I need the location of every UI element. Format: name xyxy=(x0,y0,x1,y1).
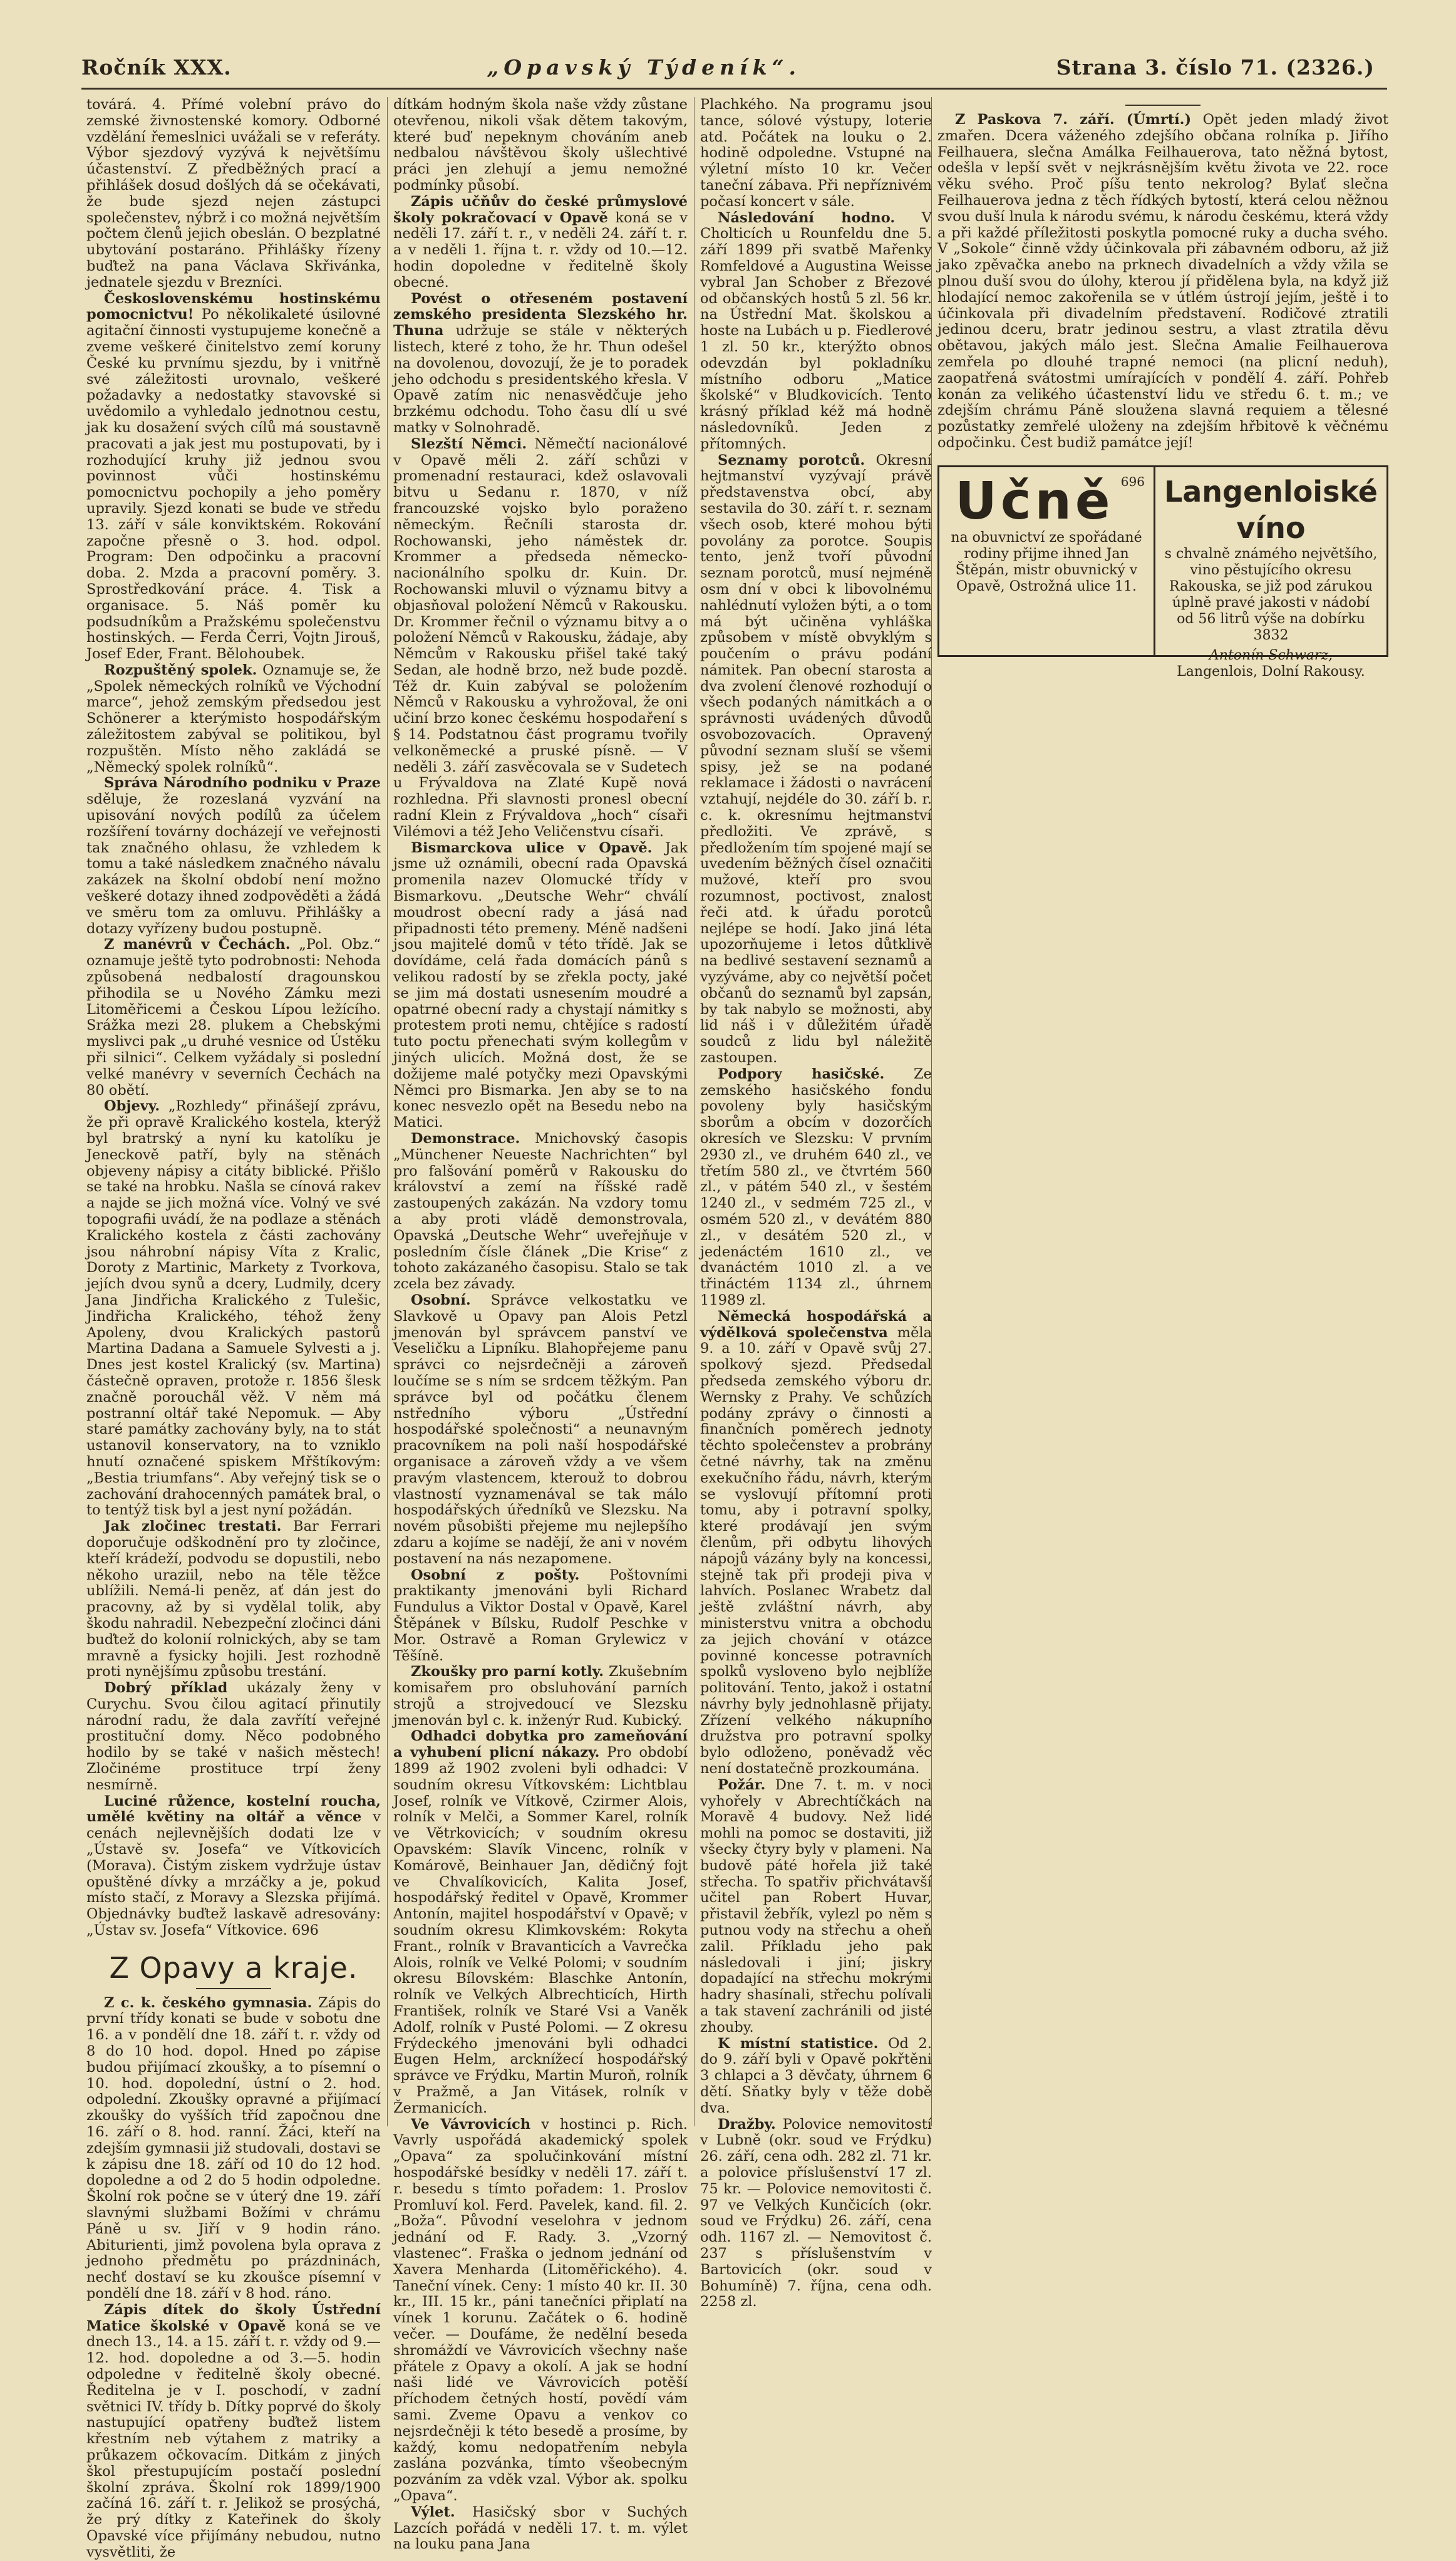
article-paragraph xyxy=(393,2505,688,2553)
article-paragraph xyxy=(393,2117,688,2505)
article-heading: Následování hodno. xyxy=(718,209,896,226)
article-heading: Slezští Němci. xyxy=(411,435,527,452)
article-text: Jak jsme už oznámili, obecní rada Opavská promenila nazev Olomucké třídy v Bismarkovu. „Deutsche Wehr“ chválí moudrost obecní rady a jásá nad připadnosti této premeny. Méně nadšeni jsou majitelé domů v této třídě. Jak se dovídáme, celá řada domácích pánů s velikou radostí by se zřekla pocty, jaké se jim má dostati usnesením moudré a opatrné obecní rady a chystají námitky s protestem proti nemu, chtějíce s radostí tuto poctu přenechati svým kollegům v jiných ulicích. Možná dost, že se dožijeme malé potyčky mezi Opavskými Němci pro Bismarka. Jen aby se to na konec nesvezlo opět na Besedu nebo na Matici. xyxy=(393,839,688,1131)
article-paragraph xyxy=(700,1309,932,1777)
article-paragraph xyxy=(393,291,688,437)
article-text: ukázaly ženy v Curychu. Svou čilou agitací přinutily národní radu, že dala zavřítí veřejné prostituční domy. Něco podobného hodilo by se také v našich městech! Zločinéme prostituce trpí ženy nesmírně. xyxy=(86,1680,381,1793)
ad-signature: Antonín Schwarz, xyxy=(1209,647,1333,663)
ad-wine xyxy=(1155,467,1386,680)
section-divider xyxy=(196,1988,271,1989)
article-text: Polovice nemovitostí v Lubně (okr. soud ve Frýdku) 26. září, cena odh. 282 zl. 71 kr. a polovice příslušenství 17 zl. 75 kr. — Polovice nemovitosti č. 97 ve Velkých Kunčicích (okr. soud ve Frýdku) 26. září, cena odh. 1167 zl. — Nemovitost č. 237 s příslušenstvím v Bartovicích (okr. soud v Bohumíně) 7. října, cena odh. 2258 zl. xyxy=(700,2116,932,2310)
article-text: udržuje se stále v některých listech, které z toho, že hr. Thun odešel na dovolenou, dovozují, že je to poradek jeho odchodu s presidentského křesla. V Opavě zatím nic nenasvědčuje jeho brzkému odchodu. Toho času dlí u své matky v Solnohradě. xyxy=(393,323,688,436)
article-paragraph xyxy=(86,1680,381,1794)
article-paragraph xyxy=(393,97,688,194)
page-number: Strana 3. číslo 71. (2326.) xyxy=(1056,55,1375,80)
article-heading: Podpory hasičské. xyxy=(718,1065,885,1082)
article-text: Zkušebním komisařem pro obsluhování parních strojů a strojvedoucí ve Slezsku jmenován byl c. k. inženýr Rud. Kubický. xyxy=(393,1663,688,1729)
ad-number: 696 xyxy=(1120,473,1145,489)
article-heading: Odhadci dobytka pro zameňování a vyhubení plicní nákazy. xyxy=(393,1728,688,1761)
ad-text: s chvalně známého největšího, vino pěstujícího okresu Rakouska, se již pod zárukou úplně pravé jakosti v nádobí od 56 litrů výše na dobírku xyxy=(1164,546,1378,627)
article-text: v cenách nejlevnějších dodati lze v „Ústavě sv. Josefa“ ve Vítkovicích (Morava). Čistým ziskem vydržuje ústav opuštěné dívky a mrzáčky a je, pokud místo stačí, z Moravy a Slezska přijímá. Objednávky buďtež laskavě adresovány: „Ústav sv. Josefa“ Vítkovice. 696 xyxy=(86,1809,381,1939)
column-3 xyxy=(700,96,932,2310)
article-paragraph xyxy=(393,841,688,1131)
article-text: „Rozhledy“ přinášejí zprávu, že při opravě Kralického kostela, kterýž byl bratrský a nyní ku katolíku je Jeneckově patří, byly na stěnách objeveny nápisy a citáty biblické. Přišlo se také na hrobku. Našla se cínová rakev a najde se jich možná více. Volný ve své topografii uvádí, že na podlaze a stěnách Kralického kostela z části zachovány jsou náhrobní nápisy Víta z Kralic, Doroty z Martinic, Markety z Tvorkova, jejích dvou synů a dcery, Ludmily, dcery Jana Jindřicha Kralického z Tulešic, Jindřicha Kralického, téhož ženy Apoleny, dvou Kralických pastorů Martina Dadana a Samuele Sylvesti a j. Dnes jest kostel Kralický (sv. Martina) částečně opraven, protože r. 1856 šlesk značně poroucha̋l věž. V něm má postranní oltář také Nepomuk. — Aby staré památky zachovány byly, na to stát ustanovil konservatory, na to vzniklo hnutí označené spiskem Mřštíkovým: „Bestia triumfans“. Aby veřejný tisk se o zachování drahocenných památek bral, o to tentýž tisk byl a jest nyní požádán. xyxy=(86,1098,381,1519)
article-text: Oznamuje se, že „Spolek německých rolníků ve Východní marce“, jehož zemským předsedou jest Schönerer a kterýmisto hospodářským záležitostem zabýval se politikou, byl rozpuštěn. Místo něho zakládá se „Německý spolek rolníků“. xyxy=(86,661,381,775)
article-paragraph xyxy=(700,2036,932,2117)
article-paragraph xyxy=(86,97,381,291)
article-heading: Z c. k. českého gymnasia. xyxy=(104,1994,312,2011)
article-heading: Výlet. xyxy=(411,2503,455,2520)
article-heading: Z manévrů v Čechách. xyxy=(104,936,291,953)
article-paragraph xyxy=(86,1995,381,2302)
article-text: dítkám hodným škola naše vždy zůstane otevřenou, nikoli však dětem takovým, které buď nepeknym chováním aneb nedbalou návštěvou školy ušlechtivé práci jen zlehují a jemu nemožné podmínky působí. xyxy=(393,96,688,194)
volume-label: Ročník XXX. xyxy=(81,55,232,80)
article-paragraph xyxy=(86,2302,381,2561)
article-heading: Demonstrace. xyxy=(411,1130,520,1147)
article-text: Poštovními praktikanty jmenováni byli Richard Fundulus a Viktor Dostal v Opavě, Karel Štěpánek v Bílsku, Rudolf Peschke v Mor. Ostravě a Roman Grylewicz v Těšíně. xyxy=(393,1566,688,1664)
article-paragraph xyxy=(393,1568,688,1665)
article-paragraph xyxy=(393,1293,688,1568)
column-1 xyxy=(86,96,381,2560)
article-paragraph xyxy=(86,775,381,937)
advertisement-block xyxy=(937,465,1388,680)
article-paragraph xyxy=(86,1519,381,1680)
article-heading: Z Paskova 7. září. (Úmrtí.) xyxy=(955,111,1192,128)
article-heading: Osobní. xyxy=(411,1291,471,1308)
article-heading: Správa Národního podniku v Praze xyxy=(104,775,381,792)
article-heading: Objevy. xyxy=(104,1098,160,1115)
article-text: Bar Ferrari doporučuje odškodnění pro ty zločince, kteří krádeží, podvodu se dopustili, nebo někoho uraziil, nebo na těle těžce ublížili. Nemá-li peněz, ať dán jest do pracovny, až by si vydělal tolik, aby škodu nahradil. Nebezpeční zločinci dáni buďtež do kolonií rolnických, aby se tam mravně a fysicky hojili. Jest rozhodně proti nynějšímu způsobu trestání. xyxy=(86,1518,381,1680)
article-paragraph xyxy=(393,1664,688,1729)
article-heading: Dobrý příklad xyxy=(104,1680,228,1697)
newspaper-title: „Opavský Týdeník“. xyxy=(487,55,801,80)
article-text: Ze zemského hasičského fondu povoleny byly hasičským sborům a obcím v dozorčích okresích ve Slezsku: V prvním 2930 zl., ve druhém 640 zl., ve třetím 580 zl., ve čtvrtém 560 zl., v pátém 540 zl., v šestém 1240 zl., v sedmém 725 zl., v osmém 520 zl., v devátém 880 zl., v desátém 520 zl., v jedenáctém 1610 zl., ve dvanáctém 1010 zl. a ve třináctém 1134 zl., úhrnem 11989 zl. xyxy=(700,1065,932,1308)
article-text: v hostinci p. Rich. Vavrly uspořádá akademický spolek „Opava“ za spolučinkování místní hospodářské besídky v neděli 17. září t. r. besedu s tímto pořadem: 1. Proslov Promluví kol. Ferd. Pavelek, kand. fil. 2. „Boža“. Původní veselohra v jednom jednání od F. Rady. 3. „Vzorný vlastenec“. Fraška o jednom jednání od Xavera Menharda (Litoměřického). 4. Taneční vínek. Ceny: 1 místo 40 kr. II. 30 kr., III. 15 kr., páni tanečníci připlatí na vínek 1 korunu. Začátek o 6. hodině večer. — Doufáme, že nedělní beseda shromáždí ve Vávrovicích všechny naše přátele z Opavy a okolí. A jak se hodní naši lidé ve Vávrovicích potěší příchodem četných hostí, povědí vám sami. Zveme Opavu a venkov co nejsrdečněji k této besedě a prosíme, by každý, komu nedopatřením nebyla zaslána pozvánka, tímto všeobecným pozváním za vděk vzal. Výbor ak. spolku „Opava“. xyxy=(393,2116,688,2504)
article-heading: Povést o otřeseném postavení zemského presidenta Slezského hr. Thuna xyxy=(393,290,688,339)
article-text: Dne 7. t. m. v noci vyhořely v Abrechtíčkách na Moravě 4 budovy. Než lidé mohli na pomoc se dostaviti, již všecky čtyry byly v plameni. Na budově páté hořela již také střecha. To spatřiv přichvátavší učitel pan Robert Huvar, přistavil žebřík, vylezl po něm s putnou vody na střechu a oheň zalil. Příkladu jeho pak následovali i jiní; jiskry dopadající na střechu mokrými hadry shasínali, střechu polívali a tak stavení zachránili od jisté zhouby. xyxy=(700,1776,932,2036)
article-text: Opět jeden mladý život zmařen. Dcera váženého zdejšího občana rolníka p. Jiřího Feilhauera, slečna Amálka Feilhauerova, tato něžná bytost, odešla v lepší svět v nejkrásnějším květu života ve 22. roce věku svého. Proč píšu tento nekrolog? Bylať slečna Feilhauerova jedna z těch řídkých bytostí, která celou něžnou svou duší lnula k národu svému, k národu českému, která vždy a při každé příležitosti poskytla pomocné ruky a ducha svého. V „Sokole“ činně vždy účinkovala při zábavném odboru, až již jako zpěvačka anebo na prknech divadelních a vždy vžila se plnou duší svou do úlohy, kterou jí přidělena byla, na když již hlodající nemoc zakořenila se v útlém ústrojí jejím, ještě i to účinkovala při divadelním představení. Rodičové ztratili jedinou dceru, bratr jedinou sestru, a vlast ztratila děvu obětavou, jakých málo jest. Slečna Amalie Feilhauerova zemřela po dlouhé trapné nemoci (na plicní neduh), zaopatřená svátostmi umírajících v pondělí 4. září. Pohřeb konán za velikého účastenství lidu ve středu 6. t. m.; ve zdejším chrámu Páně sloužena slavná requiem a tělesné pozůstatky zemřelé uloženy na zdejším hřbitově k věčnému odpočinku. Čest budiž památce její! xyxy=(937,111,1388,451)
article-heading: Luciné růžence, kostelní roucha, umělé květiny na oltář a věnce xyxy=(86,1793,381,1826)
article-paragraph xyxy=(393,1729,688,2116)
article-paragraph xyxy=(86,1794,381,1939)
section-title: Z Opavy a kraje. xyxy=(109,1950,358,1985)
article-heading: Ve Vávrovicích xyxy=(411,2116,531,2133)
article-text: V Cholticích u Rounfeldu dne 5. září 1899 při svatbě Mařenky Romfeldové a Augustina Weisse vybral Jan Schober z Březové od občanských hostů 5 zl. 56 kr. na Ústřední Mat. školskou a hoste na Lubách u p. Fiedlerové 1 zl. 50 kr., kterýžto obnos odevzdán byl pokladníku místního odboru „Matice školské“ v Bludkovicích. Tento krásný příklad kéž má hodně následovníků. Jeden z přítomných. xyxy=(700,209,932,452)
column-4 xyxy=(937,97,1388,2126)
article-paragraph xyxy=(700,453,932,1067)
article-text: koná se ve dnech 13., 14. a 15. září t. r. vždy od 9.—12. hod. dopoledne a od 3.—5. hodin odpoledne v ředitelně školy obecné. Ředitelna je v I. poschodí, v zadní světnici IV. třídy b. Dítky poprvé do školy nastupující opatřeny buďtež listem křestním neb výtahem z matriky a průkazem očkovacím. Ditkám z jiných škol přestupujícím postačí poslední školní zpráva. Školní rok 1899/1900 začíná 16. září t. r. Jelikož se prosýchá, že prý dítky z Kateřinek do školy Opavské více přijímány nebudou, nutno vysvětliti, že xyxy=(86,2317,381,2560)
article-heading: Československému hostinskému pomocnictvu! xyxy=(86,290,381,323)
article-heading: Německá hospodářská a výdělková společenstva xyxy=(700,1308,932,1341)
article-text: „Pol. Obz.“ oznamuje ještě tyto podrobnosti: Nehoda způsobená nedbalostí dragounskou přihodila se u Nového Zámku mezi Litoměřicemi a Českou Lípou ležícího. Srážka mezi 28. plukem a Chebskými myslivci pak „u druhé vesnice od Ústěku při silnici“. Celkem vyžádaly si poslední velké manévry v severních Čechách na 80 obětí. xyxy=(86,936,381,1099)
article-paragraph xyxy=(86,291,381,663)
ad-title: Učně xyxy=(955,471,1114,531)
article-paragraph xyxy=(700,210,932,453)
article-paragraph xyxy=(937,112,1388,452)
article-heading: Dražby. xyxy=(718,2116,776,2133)
article-heading: Jak zločinec trestati. xyxy=(104,1518,282,1535)
obituary-divider xyxy=(1125,105,1200,106)
article-heading: Zápis učňův do české průmyslové školy pokračovací v Opavě xyxy=(393,193,688,226)
article-heading: Bismarckova ulice v Opavě. xyxy=(411,839,653,856)
article-heading: Seznamy porotců. xyxy=(718,452,865,468)
article-paragraph xyxy=(393,194,688,291)
article-text: sděluje, že rozeslaná vyzvání na upisování nových podílů za účelem rozšíření továrny docházejí ve veřejnosti tak značného ohlasu, že vzhledem k tomu a také následkem značného návalu zakázek na školní období není možno veškeré dotazy ihned zodpověděti a žádá ve směru tom za omluvu. Přihlášky a dotazy vyřízeny budou postupně. xyxy=(86,791,381,937)
ad-number: 3832 xyxy=(1253,627,1289,643)
column-2 xyxy=(393,96,688,2553)
article-text: Zápis do první třídy konati se bude v sobotu dne 16. a v pondělí dne 18. září t. r. vždy od 8 do 10 hod. dopol. Hned po zápise budou přijímací zkoušky, a to písemní o 10. hod. dopolední, ústní o 2. hod. odpolední. Zkoušky opravné a přijímací zkoušky do vyšších tříd započnou dne 16. září o 8. hod. ranní. Žáci, kteří na zdejším gymnasii již studovali, dostavi se k zápisu dne 18. září od 10 do 12 hod. dopoledne a od 2 do 5 hodin odpoledne. Školní rok počne se v úterý dne 19. září slavnými službami Božími v chrámu Páně u sv. Jiří v 9 hodin ráno. Abiturienti, jimž povolena byla oprava z jednoho předmětu po prázdninách, nechť dostaví se ku zkoušce písemní v pondělí dne 18. září v 8 hod. ráno. xyxy=(86,1994,381,2302)
running-head xyxy=(81,55,1375,80)
article-text: Němečtí nacionálové v Opavě měli 2. září schůzi v promenadní restauraci, kdež oslavovali bitvu u Sedanu r. 1870, v níž francouzské vojsko bylo poraženo německým. Řečníli starosta dr. Rochowanski, jeho náměstek dr. Krommer a předseda německo-nacionálního spolku dr. Kuin. Dr. Rochowanski mluvil o významu bitvy a objasňoval položení Němců v Rakousku. Dr. Krommer řečnil o významu bitvy a o položení Němců v Rakousku, žádaje, aby Němcům v Rakousku přišel také taký Sedan, ale hodně brzo, než bude pozdě. Též dr. Kuin zabýval se položením Němců v Rakousku a vyhrožoval, že oni učiní brzo konec českému hospodaření s § 14. Podstatnou část programu tvořily velkoněmecké a pruské písně. — V neděli 3. září zasvěcovala se v Sudetech u Frývaldova na Zlaté Kupě nová rozhledna. Při slavnosti pronesl obecní radní Klein z Frývaldova „hoch“ císaři Vilémovi a též Jeho Veličenstvu císaři. xyxy=(393,435,688,840)
article-text: Plachkého. Na programu jsou tance, sólové výstupy, loterie atd. Počátek na louku o 2. hodině odpoledne. Vstupné na výletní místo 10 kr. Večer taneční zábava. Při nepříznivém počasí koncert v sále. xyxy=(700,96,932,210)
article-text: Pro období 1899 až 1902 zvoleni byli odhadci: V soudním okresu Vítkovském: Lichtblau Josef, rolník ve Vítkově, Czirmer Alois, rolník v Melči, a Sommer Karel, rolník ve Větrkovicích; v soudním okresu Opavském: Slavík Vincenc, rolník v Komárově, Beinhauer Jan, dědičný fojt ve Chvalíkovicích, Kalita Josef, hospodářský ředitel v Opavě, Krommer Antonín, majitel hospodářství v Opavě; v soudním okresu Klimkovském: Rokyta Frant., rolník v Bravanticích a Vavrečka Alois, rolník ve Velké Polomi; v soudním okresu Bílovském: Blaschke Antonín, rolník ve Velkých Albrechticích, Hirth František, rolník ve Staré Vsi a Vaněk Adolf, rolník v Pusté Polomi. — Z okresu Frýdeckého jmenováni byli odhadci Eugen Helm, arcknížecí hospodářský správce ve Frýdku, Martin Muroň, rolník v Pražmě, a Jan Vitásek, rolník v Žermanicích. xyxy=(393,1744,688,2116)
article-heading: Osobní z pošty. xyxy=(411,1566,580,1583)
article-paragraph xyxy=(700,97,932,210)
article-paragraph xyxy=(86,663,381,776)
article-paragraph xyxy=(700,2117,932,2311)
article-text: Po několikaleté úsilovné agitační činnosti vystupujeme konečně a zveme veškeré činitelstvo zemí koruny České ku prvnímu sjezdu, by i vnitřně své záležitosti urovnalo, veškeré požadavky a nedostatky stavovské si uvědomilo a vyhledalo jednotnou cestu, jak ku dosažení svých cílů má soustavně pracovati a jak jest mu postupovati, by i rozhodující kruhy již jednou svou povinnost vůči hostinskému pomocnictvu pochopily a jeho poměry upravily. Sjezd konati se bude ve středu 13. září v sále konviktském. Rokování započne přesně o 3. hod. odpol. Program: Den odpočinku a pracovní doba. 2. Mzda a pracovní poměry. 3. Sprostředkování práce. 4. Tisk a organisace. 5. Náš poměr ku podsudníkům a Pražskému společenstvu hostinských. — Ferda Čerri, Vojtn Jirouš, Josef Eder, Frant. Bělohoubek. xyxy=(86,306,381,663)
article-paragraph xyxy=(86,1099,381,1519)
article-heading: K místní statistice. xyxy=(718,2035,879,2052)
article-paragraph xyxy=(393,437,688,841)
column-divider xyxy=(387,97,388,2126)
article-paragraph xyxy=(700,1777,932,2036)
ad-title: Langenloiské víno xyxy=(1164,474,1378,545)
article-paragraph xyxy=(86,937,381,1099)
article-text: Od 2. do 9. září byli v Opavě pokřtěni 3 chlapci a 3 děvčaty, úhrnem 6 dětí. Sňatky byly v těže době dva. xyxy=(700,2035,932,2116)
article-paragraph xyxy=(700,1067,932,1309)
article-heading: Rozpuštěný spolek. xyxy=(104,661,257,678)
article-heading: Požár. xyxy=(718,1776,766,1793)
article-text: továrá. 4. Přímé volební právo do zemské živnostenské komory. Odborné vzdělání řemeslnici uvážali se v referáty. Výbor sjezdový vyzývá k největšímu účastenství. Z předběžných prací a přihlášek dosud došlých dá se očekávati, že bude sjezd nejen zástupci společenstev, nýbrž i co možná největším počtem členů jejich obeslán. O bezplatné ubytování postaráno. Přihlášky řízeny buďtež na pana Václava Skřivánka, jednatele sjezdu v Brezníci. xyxy=(86,96,381,291)
header-rule xyxy=(81,88,1387,90)
ad-text: na obuvnictví ze spořádané rodiny přijme ihned Jan Štěpán, mistr obuvnický v Opavě, Ostrožná ulice 11. xyxy=(951,529,1142,594)
article-text: měla 9. a 10. září v Opavě svůj 27. spolkový sjezd. Předsedal předseda zemského výboru dr. Wernsky z Prahy. Ve schůzích podány zprávy o činnosti a finančních poměrech jednoty těchto společenstev a probrány četné návrhy, tak na změnu exekučního řádu, návrh, kterým se vyslovují přítomní proti tomu, aby i potravní spolky, které prodávají jen svým členům, při odbytu lihových nápojů vázány byly na koncessi, stejně tak při prodeji piva v lahvích. Poslanec Wrabetz dal ještě zvláštní návrh, aby ministerstvu vnitra a obchodu za jejich chování v otázce povinné koncesse potravních spolků vysloveno bylo nejblíže politování. Tento, jakož i ostatní návrhy byly jednohlasně přijaty. Zřízení velkého nákupního družstva pro potravní spolky bylo odloženo, poněvadž věc není dostatečně prozkoumána. xyxy=(700,1324,932,1777)
article-text: Správce velkostatku ve Slavkově u Opavy pan Alois Petzl jmenován byl správcem panství ve Veseličku a Lipníku. Blahopřejeme panu správci co nejsrdečněji a zároveň loučíme se s ním se srdcem těžkým. Pan správce byl od počátku členem nstředního výboru „Ústřední hospodářské společnosti“ a neunavným pracovníkem na poli naší hospodářské organisace a zároveň vždy a ve všem pravým vlastencem, kterouž to dobrou vlastností vyznamenával se tak málo hospodářských úředníků ve Slezsku. Na novém působišti přejeme mu nejlepšího zdaru a kojíme se nadějí, že ani v novém postavení na nás nezapomene. xyxy=(393,1291,688,1567)
article-text: koná se v neděli 17. září t. r., v neděli 24. září t. r. a v neděli 1. října t. r. vždy od 10.—12. hodin dopoledne v ředitelně školy obecné. xyxy=(393,209,688,291)
ad-place: Langenlois, Dolní Rakousy. xyxy=(1177,663,1365,680)
article-text: Okresní hejtmanství vyzývají právě představenstva obcí, aby sestavila do 30. září t. r. seznam všech osob, které mohou býti povolány za porotce. Soupis tento, jenž tvoří původní seznam porotců, musí nejméně osm dní v obci k libovolnému nahlédnutí vyložen býti, a o tom má být učiněna vyhláška způsobem v místě obvyklým s poučením o právu podání námitek. Pan obecní starosta a dva zvolení členové rozhodují o všech podaných námitkách a o správnosti uvádených důvodů osvobozovacích. Opravený původní seznam sluší se všemi spisy, jež se na podané reklamace i žádosti o navrácení vztahují, nejdéle do 30. září b. r. c. k. okresnímu hejtmanství předložiti. Ve zprávě, s předložením tím spojené mají se uvedením běžných čísel označiti mužové, kteří pro svou rozumnost, poctivost, znalost řeči atd. k úřadu porotců nejlépe se hodí. Jako jiná léta upozorňujeme i letos důtklivě na bedlivé sestavení seznamů a vyzýváme, aby co největší počet občanů do seznamů byl zapsán, by tak nabylo se možnosti, aby lid náš i v důležitém úřadě soudců z lidu byl náležitě zastoupen. xyxy=(700,452,932,1067)
article-text: Mnichovský časopis „Münchener Neueste Nachrichten“ byl pro falšování poměrů v Rakousku do království a zemí na říšské radě zastoupených zakázán. Na vzdory tomu a aby proti vládě demonstrovala, Opavská „Deutsche Wehr“ uveřejňuje v posledním čísle článek „Die Krise“ z tohoto zakázaného časopisu. Stalo se tak zcela bez závady. xyxy=(393,1130,688,1293)
article-heading: Zápis dítek do školy Ústřední Matice školské v Opavě xyxy=(86,2301,381,2334)
article-heading: Zkoušky pro parní kotly. xyxy=(411,1663,604,1680)
article-text: Hasičský sbor v Suchých Lazcích pořádá v neděli 17. t. m. výlet na louku pana Jana xyxy=(393,2503,688,2553)
article-paragraph xyxy=(393,1131,688,1293)
ad-apprentice xyxy=(939,467,1155,655)
